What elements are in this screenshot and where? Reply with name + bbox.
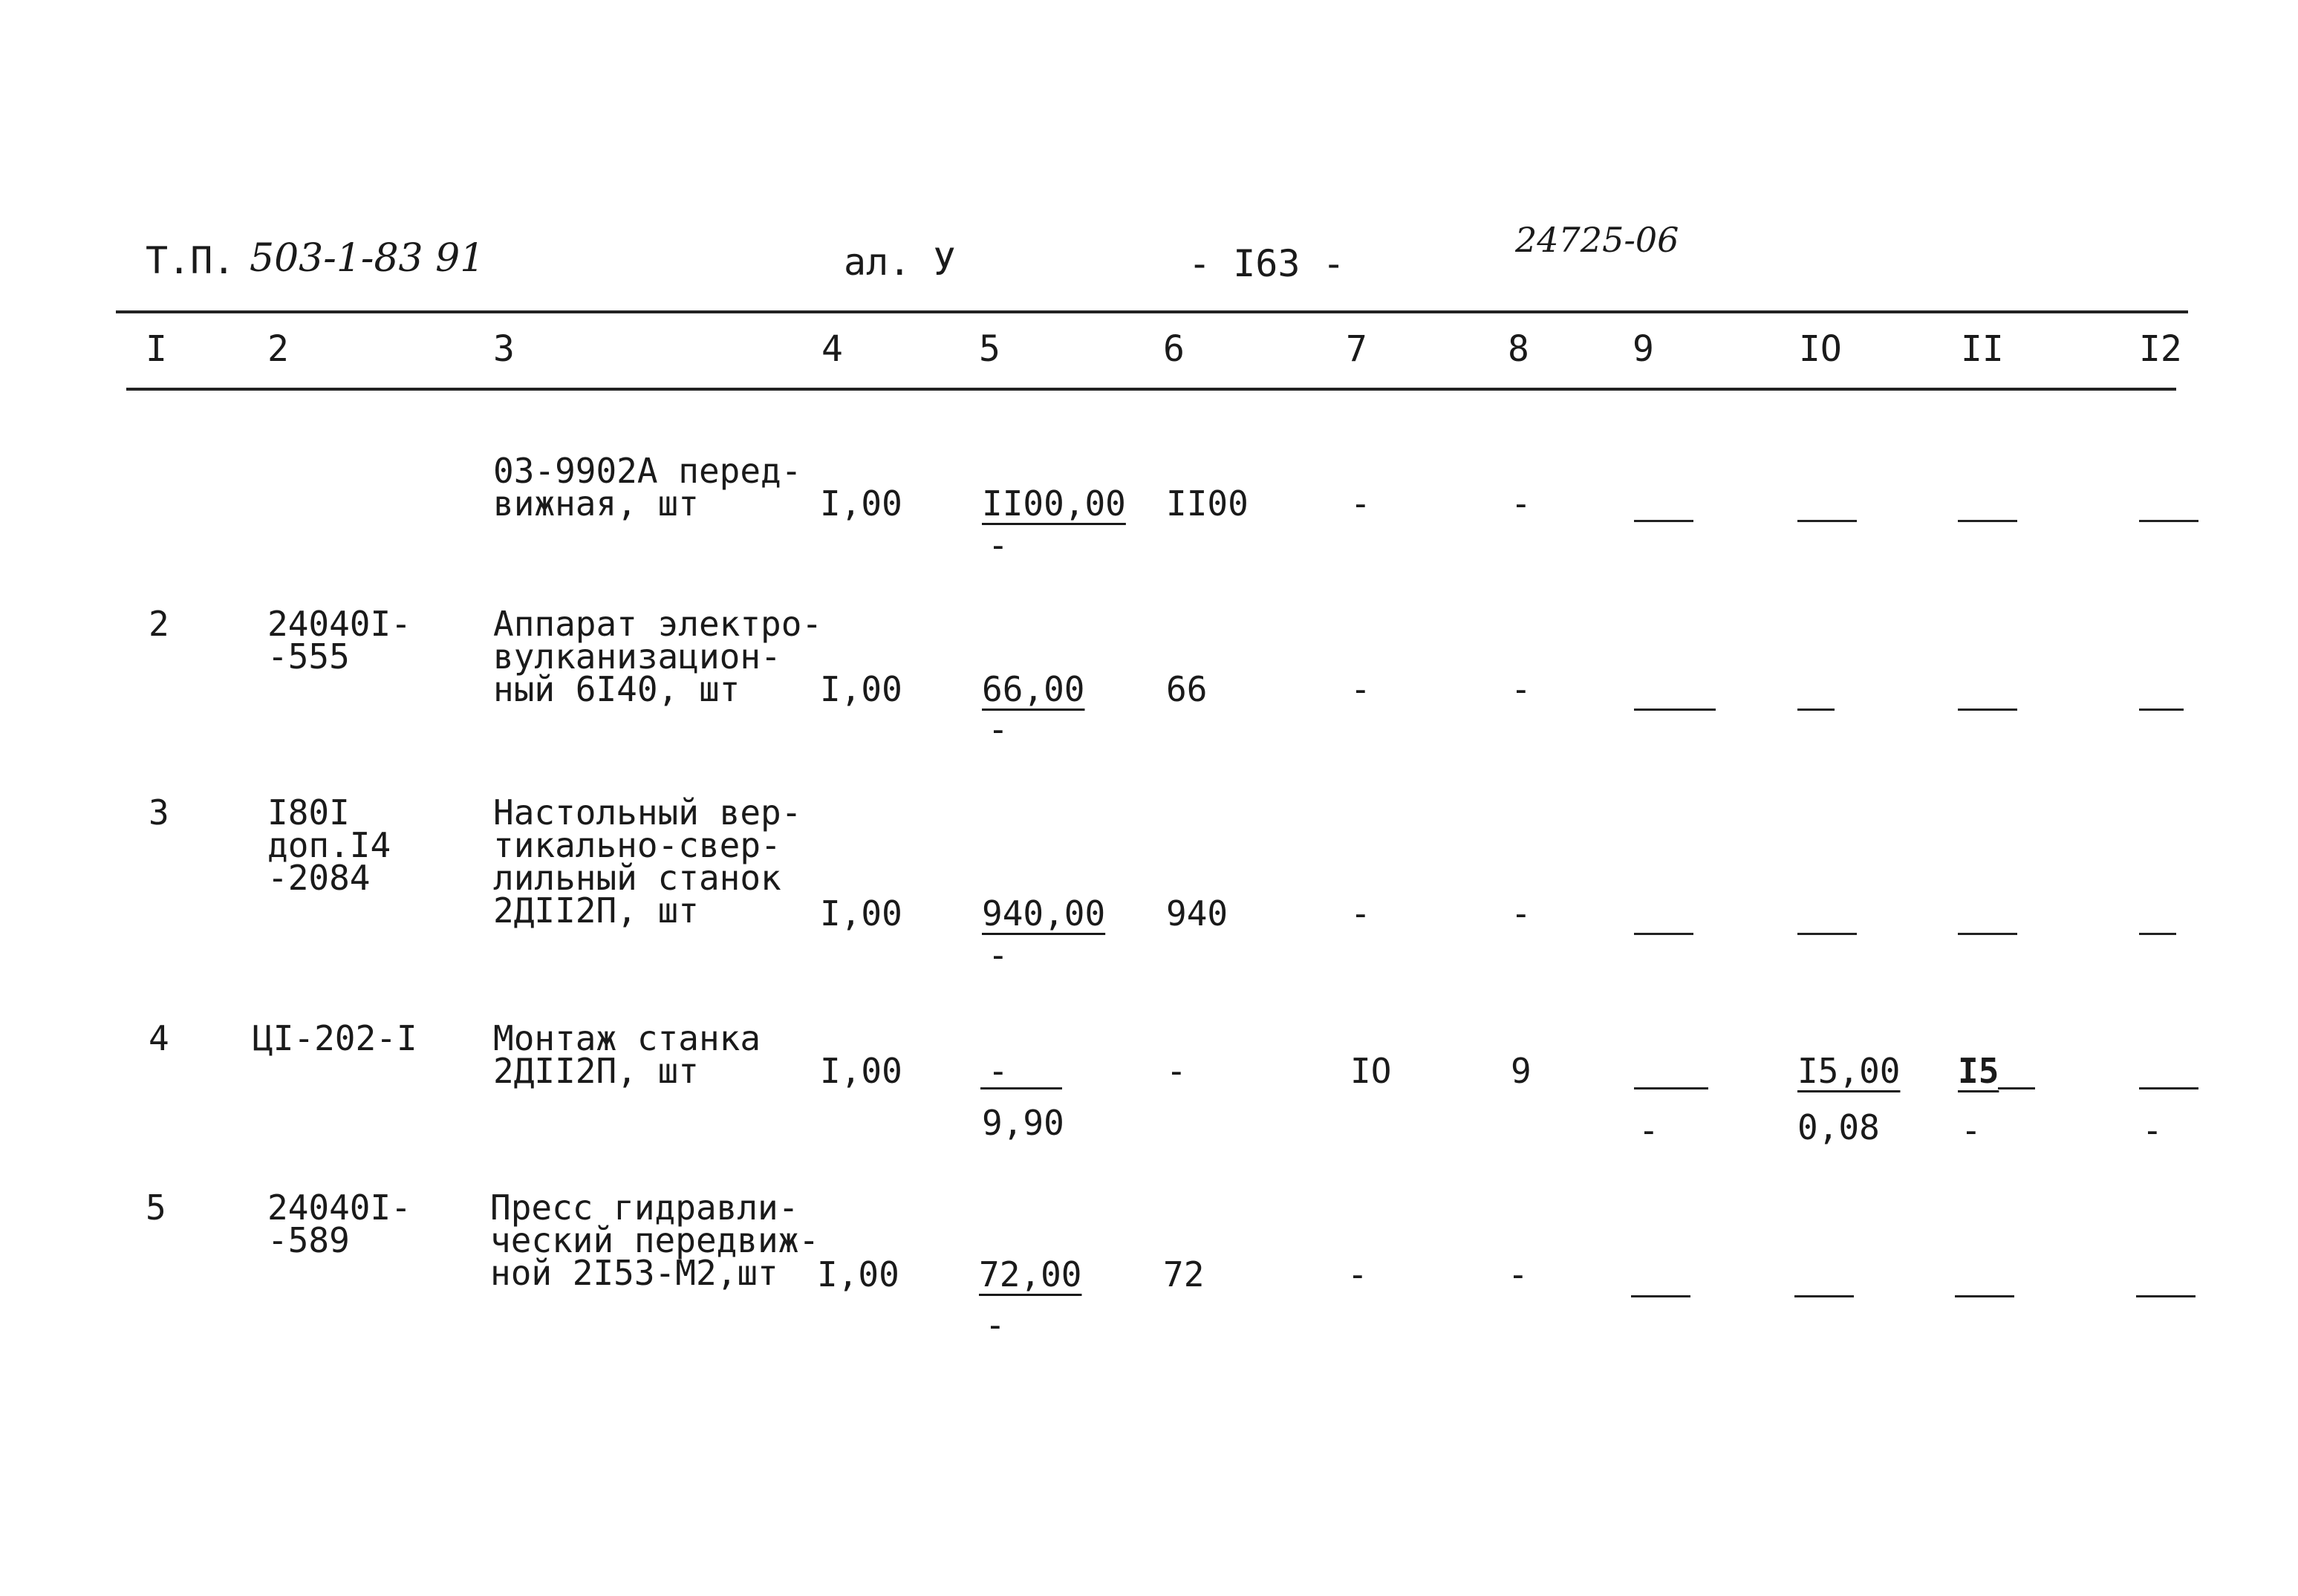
dash-mark bbox=[1958, 520, 2017, 522]
item-qty: I,00 bbox=[820, 669, 902, 709]
col-num-6: 6 bbox=[1163, 328, 1185, 370]
col-num-8: 8 bbox=[1508, 328, 1529, 370]
dash-mark bbox=[1797, 520, 1857, 522]
dash-mark bbox=[1794, 1295, 1854, 1297]
top-rule bbox=[116, 310, 2188, 313]
item-col10: I5,00 bbox=[1797, 1051, 1901, 1091]
item-col8: - bbox=[1511, 483, 1532, 524]
dash-mark bbox=[2139, 1087, 2198, 1089]
dash-mark bbox=[1631, 1295, 1690, 1297]
item-col11: I5 bbox=[1958, 1051, 1999, 1091]
item-col7: - bbox=[1347, 1254, 1368, 1294]
item-price: - bbox=[988, 1051, 1009, 1091]
dash-mark bbox=[2136, 1295, 2196, 1297]
item-total: 940 bbox=[1166, 893, 1228, 934]
item-price: II00,00 bbox=[982, 483, 1126, 524]
col-num-1: I bbox=[146, 328, 167, 370]
item-price: 66,00 bbox=[982, 669, 1085, 709]
col-num-3: 3 bbox=[493, 328, 515, 370]
col-num-12: I2 bbox=[2139, 328, 2182, 370]
item-col8: - bbox=[1511, 669, 1532, 709]
dash-mark bbox=[1958, 933, 2017, 935]
item-col7: - bbox=[1350, 893, 1371, 934]
col-num-11: II bbox=[1961, 328, 2004, 370]
dash-mark bbox=[1797, 933, 1857, 935]
item-price-sub: - bbox=[988, 935, 1009, 975]
col-num-2: 2 bbox=[267, 328, 289, 370]
item-price: 72,00 bbox=[979, 1254, 1082, 1294]
item-num: 2 bbox=[149, 604, 169, 644]
item-qty: I,00 bbox=[817, 1254, 899, 1294]
dash-mark bbox=[1634, 1087, 1708, 1089]
dash-mark bbox=[1634, 709, 1716, 711]
dash-mark bbox=[1634, 933, 1693, 935]
dash-mark bbox=[1958, 709, 2017, 711]
price-underline bbox=[980, 1087, 1062, 1089]
dash-mark bbox=[2139, 933, 2176, 935]
item-total: - bbox=[1166, 1051, 1187, 1091]
item-col8: - bbox=[1508, 1254, 1529, 1294]
item-num: 5 bbox=[146, 1188, 166, 1228]
item-col7: IO bbox=[1350, 1051, 1392, 1091]
item-col8: - bbox=[1511, 893, 1532, 934]
header-bottom-rule bbox=[126, 388, 2176, 391]
header-page-label: - I63 - bbox=[1188, 242, 1345, 285]
item-name: Аппарат электро- вулканизацион- ный 6I40, шт bbox=[493, 604, 823, 709]
item-code: 24040I- -555 bbox=[267, 604, 411, 677]
dash-mark bbox=[2139, 520, 2198, 522]
item-code: I80I доп.I4 -2084 bbox=[267, 792, 391, 898]
item-price-sub: - bbox=[985, 1305, 1006, 1345]
item-col7: - bbox=[1350, 669, 1371, 709]
header-album: ал. У bbox=[844, 241, 956, 284]
item-total: 66 bbox=[1166, 669, 1208, 709]
item-name: Монтаж станка 2ДII2П, шт bbox=[493, 1018, 761, 1091]
dash-mark bbox=[1797, 709, 1835, 711]
col-num-5: 5 bbox=[979, 328, 1000, 370]
item-col10-sub: 0,08 bbox=[1797, 1107, 1880, 1147]
item-price-sub: 9,90 bbox=[982, 1103, 1064, 1143]
item-price-sub: - bbox=[988, 525, 1009, 565]
item-qty: I,00 bbox=[820, 893, 902, 934]
item-qty: I,00 bbox=[820, 483, 902, 524]
col-num-7: 7 bbox=[1346, 328, 1367, 370]
dash-mark bbox=[2139, 709, 2184, 711]
col-num-10: IO bbox=[1799, 328, 1842, 370]
item-price: 940,00 bbox=[982, 893, 1106, 934]
dash-mark bbox=[1955, 1295, 2014, 1297]
item-code: ЦI-202-I bbox=[253, 1018, 417, 1058]
item-col8: 9 bbox=[1511, 1051, 1532, 1091]
col11-underline bbox=[1998, 1087, 2035, 1089]
header-prefix: Т.П. bbox=[146, 239, 235, 282]
item-col11-sub: - bbox=[1961, 1110, 1982, 1150]
header-project-number: 503-1-83 91 bbox=[250, 236, 485, 281]
item-name: Пресс гидравли- ческий передвиж- ной 2I53-М2,шт bbox=[490, 1188, 820, 1293]
item-code: 24040I- -589 bbox=[267, 1188, 411, 1260]
item-num: 3 bbox=[149, 792, 169, 833]
item-qty: I,00 bbox=[820, 1051, 902, 1091]
col-num-4: 4 bbox=[821, 328, 843, 370]
dash-mark bbox=[1634, 520, 1693, 522]
item-name: Настольный вер- тикально-свер- лильный станок 2ДII2П, шт bbox=[493, 792, 802, 931]
item-col7: - bbox=[1350, 483, 1371, 524]
col-num-9: 9 bbox=[1633, 328, 1654, 370]
item-name: 03-9902А перед- вижная, шт bbox=[493, 451, 802, 524]
item-total: II00 bbox=[1166, 483, 1249, 524]
item-price-sub: - bbox=[988, 709, 1009, 749]
header-inventory-number: 24725-06 bbox=[1515, 220, 1679, 260]
item-total: 72 bbox=[1163, 1254, 1205, 1294]
item-num: 4 bbox=[149, 1018, 169, 1058]
item-col9-sub: - bbox=[1638, 1110, 1659, 1150]
item-col12-sub: - bbox=[2142, 1110, 2163, 1150]
